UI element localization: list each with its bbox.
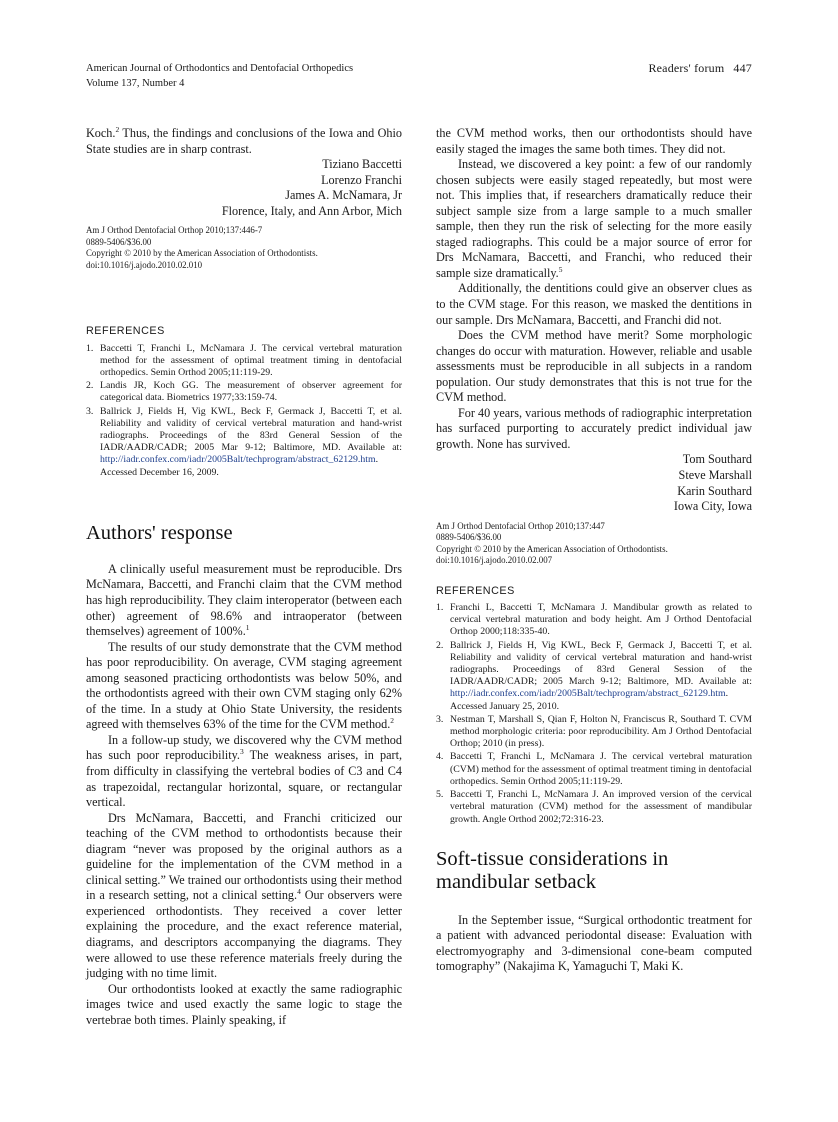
page-number: 447 (733, 61, 752, 75)
body-paragraph: Instead, we discovered a key point: a few of our randomly chosen subjects were easily staged repeatedly, but most were not. This implies that, if researchers dramatically reduce their subject sample size from a large sample to a much smaller sample, then they run the risk of selecting for the more easily staged radiographs. This could be a major source of error for Drs McNamara, Baccetti, and Franchi, who reduced their sample size dramatically.$^5$ (436, 157, 752, 280)
signature-line: Iowa City, Iowa (673, 499, 752, 514)
reference-link[interactable]: http://iadr.confex.com/iadr/2005Balt/techprogram/abstract_62129.htm (450, 688, 726, 700)
body-paragraph: Additionally, the dentitions could give an observer clues as to the CVM stage. For this reason, we masked the dentitions in our sample. Drs McNamara, Baccetti, and Franchi did not. (436, 281, 752, 327)
signature-line: Karin Southard (677, 483, 752, 498)
response-signature (436, 452, 752, 514)
journal-volume: Volume 137, Number 4 (86, 78, 185, 89)
reference-item: 5. Baccetti T, Franchi L, McNamara J. An improved version of the cervical vertebral maturation (CVM) method for the assessment of mandibular growth. Angle Orthod 2002;72:316-23. (436, 789, 752, 825)
reference-item: 3. Nestman T, Marshall S, Qian F, Holton N, Franciscus R, Southard T. CVM method morphologic criteria: poor reproducibility. Am J Orthod Dentofacial Orthop; 2010 (in press). (436, 713, 752, 750)
references-heading: REFERENCES (86, 324, 165, 337)
references-list (436, 602, 752, 826)
body-paragraph: Drs McNamara, Baccetti, and Franchi criticized our teaching of the CVM method to orthodontists because their diagram “never was proposed by the original authors as a guideline for the implementation of the CVM method in a clinical setting.” We trained our orthodontists using their method in a research setting, not a clinical setting.$^4$ Our observers were experienced orthodontists. They received a cover letter explaining the procedure, and the exact reference material, diagrams, and descriptors accompanying the diagrams. They were allowed to use these reference materials freely during the judging with no time limit. (86, 810, 402, 981)
reference-item: 2. Landis JR, Koch GG. The measurement of observer agreement for categorical data. Biometrics 1977;33:159-74. (86, 380, 402, 404)
authors-response-heading: Authors' response (86, 521, 233, 544)
running-header-left (86, 61, 353, 91)
signature-line: Steve Marshall (678, 468, 752, 483)
signature-line: Tom Southard (682, 452, 752, 467)
section-name: Readers' forum (648, 61, 725, 75)
signature-line: Tiziano Baccetti (322, 157, 402, 172)
reference-item: 1. Baccetti T, Franchi L, McNamara J. The cervical vertebral maturation method for the assessment of optimal treatment timing in dentofacial orthopedics. Semin Orthod 2005;11:119-29. (86, 342, 402, 379)
body-paragraph: The results of our study demonstrate that the CVM method has poor reproducibility. On average, CVM staging agreement among seasoned practicing orthodontists was below 50%, and the orthodontists agreed with their own CVM staging only 62% of the time. In a study at Ohio State University, the residents agreed with themselves 63% of the time for the CVM method.$^2$ (86, 639, 402, 732)
signature-line: Florence, Italy, and Ann Arbor, Mich (221, 203, 402, 218)
references-list (86, 343, 402, 479)
reference-link[interactable]: http://iadr.confex.com/iadr/2005Balt/techprogram/abstract_62129.htm (100, 454, 376, 466)
soft-tissue-heading: Soft-tissue considerations in mandibular setback (436, 847, 669, 893)
citation-meta: Am J Orthod Dentofacial Orthop 2010;137:447 0889-5406/$36.00 Copyright © 2010 by the American Association of Orthodontists. doi:10.1016/j.ajodo.2010.02.007 (436, 520, 668, 566)
citation-meta: Am J Orthod Dentofacial Orthop 2010;137:446-7 0889-5406/$36.00 Copyright © 2010 by the American Association of Orthodontists. doi:10.1016/j.ajodo.2010.02.010 (86, 225, 318, 271)
reference-item: 1. Franchi L, Baccetti T, McNamara J. Mandibular growth as related to cervical vertebral maturation and body height. Am J Orthod Dentofacial Orthop 2000;118:335-40. (436, 602, 752, 638)
body-paragraph: In a follow-up study, we discovered why the CVM method has such poor reproducibility.$^3$ The weakness arises, in part, from difficulty in classifying the vertebral bodies of C3 and C4 as trapezoidal, rectangular horizontal, square, or rectangular vertical. (86, 732, 403, 810)
body-paragraph: the CVM method works, then our orthodontists should have easily staged the images the same both times. They did not. (436, 126, 752, 156)
body-paragraph: Our orthodontists looked at exactly the same radiographic images twice and used exactly the same logic to stage the vertebrae both times. Plainly speaking, if (86, 981, 402, 1027)
body-paragraph: A clinically useful measurement must be reproducible. Drs McNamara, Baccetti, and Franchi claim that the CVM method has high reproducibility. They claim interoperator (between each other) agreement of 98.6% and intraoperator (between themselves) agreement of 100%.$^1$ (86, 561, 402, 639)
right-column (436, 126, 752, 975)
journal-title: American Journal of Orthodontics and Dentofacial Orthopedics (86, 63, 354, 74)
body-paragraph: Does the CVM method have merit? Some morphologic changes do occur with maturation. However, reliable and usable assessments must be reproducible in all subjects in a random population. Our study demonstrates that this is not true for the CVM method. (436, 328, 752, 405)
signature-line: James A. McNamara, Jr (285, 188, 402, 203)
body-paragraph: In the September issue, “Surgical orthodontic treatment for a patient with advanced periodontal disease: Evaluation with electromyography and 3-dimensional cone-beam computed tomography” (Nakajima K, Yamaguchi T, Maki K. (436, 912, 752, 974)
intro-paragraph: Koch.$^2$ Thus, the findings and conclusions of the Iowa and Ohio State studies are in sharp contrast. (86, 125, 402, 156)
reference-item: 2. Ballrick J, Fields H, Vig KWL, Beck F, Germack J, Baccetti T, et al. Reliability and validity of cervical vertebral maturation and hand-wrist radiographs. Proceedings of 83rd General Session of the IADR/AADR/CADR; 2005 March 9-12; Baltimore, MD. Available at: http://iadr.confex.com/iadr/2005Balt/techprogram/abstract_62129.htm. Accessed January 25, 2010. (436, 639, 752, 712)
running-header-right (648, 61, 752, 76)
left-column (86, 126, 402, 1028)
references-heading: REFERENCES (436, 585, 515, 598)
reference-item: 4. Baccetti T, Franchi L, McNamara J. The cervical vertebral maturation (CVM) method for the assessment of optimal treatment timing in dentofacial orthopedics. Semin Orthod 2005;11:119-29. (436, 751, 752, 787)
letter-signature (86, 157, 402, 219)
body-paragraph: For 40 years, various methods of radiographic interpretation has surfaced purporting to accurately predict individual jaw growth. None has survived. (436, 405, 752, 451)
signature-line: Lorenzo Franchi (321, 172, 402, 187)
reference-item: 3. Ballrick J, Fields H, Vig KWL, Beck F, Germack J, Baccetti T, et al. Reliability and validity of cervical vertebral maturation and hand-wrist radiographs. Proceedings of the 83rd General Session of the IADR/AADR/CADR; 2005 Mar 9-12; Baltimore, MD. Available at: http://iadr.confex.com/iadr/2005Balt/techprogram/abstract_62129.htm. Accessed December 16, 2009. (86, 405, 402, 478)
